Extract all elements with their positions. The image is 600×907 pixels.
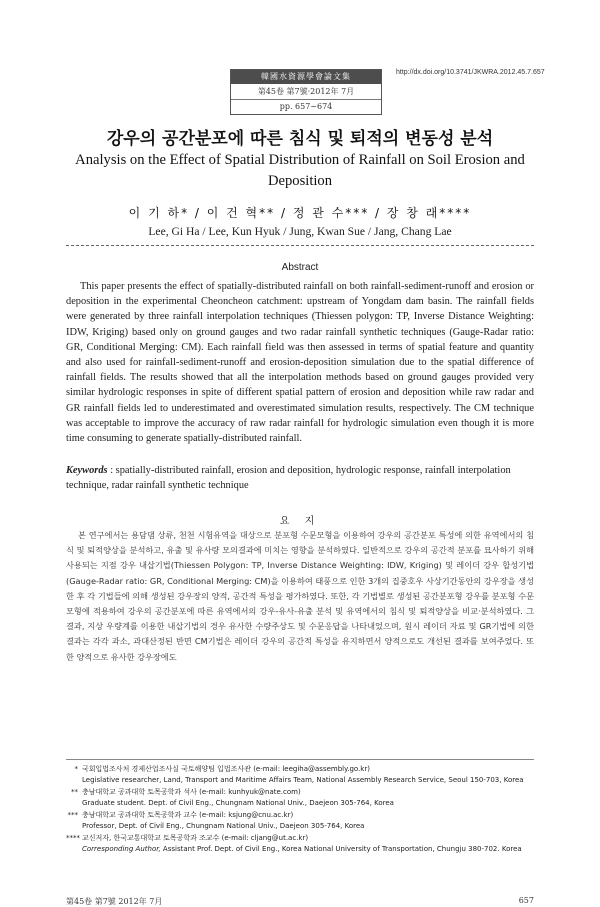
footnote-line-english: Legislative researcher, Land, Transport and Maritime Affairs Team, National Assembly Research Service, Seoul 150-703, Korea: [82, 775, 524, 784]
keywords-label: Keywords: [66, 465, 108, 476]
footnote-line-english: Professor, Dept. of Civil Eng., Chungnam National Univ., Daejeon 305-764, Korea: [82, 821, 365, 830]
abstract-text: This paper presents the effect of spatially-distributed rainfall on both rainfall-sediment-runoff and erosion or deposition in the experimental Cheoncheon catchment: upstream of Yongdam dam basin. The rainfall fields were generated by three rainfall interpolation techniques (Thiessen polygon: TP, Inverse Distance Weighting: IDW, Kriging) based only on ground gauges and two radar rainfall synthetic techniques (Gauge-Radar ratio: GR, Conditional Merging: CM). Each rainfall field was then assessed in terms of spatial feature and quantity and also used for rainfall-sediment-runoff and erosion-deposition simulation due to the spatial difference of rainfall fields. The results showed that all the interpolation methods based on ground gauges provided very similar hydrologic responses in spite of different spatial pattern of erosion and deposition while raw radar and GR rainfall fields led to underestimated and overestimated simulation results, respectively. The CM technique was acceptable to improve the accuracy of raw radar rainfall for hydrologic simulation even though it is more time consuming to generate spatially-distributed rainfall.: [66, 281, 534, 445]
journal-pages: pp. 657~674: [279, 102, 333, 111]
footnote-line-english-rest: Assistant Prof. Dept. of Civil Eng., Korea National University of Transportation, Chungju 380-702. Korea: [162, 844, 522, 853]
header-divider: [66, 245, 534, 246]
paper-title-english: Analysis on the Effect of Spatial Distribution of Rainfall on Soil Erosion and Deposition: [75, 152, 525, 189]
korean-summary-text: 본 연구에서는 용담댐 상류, 천천 시험유역을 대상으로 분포형 수문모형을 이용하여 강우의 공간분포 특성에 의한 유역에서의 침식 및 퇴적양상을 분석하고, 유출 및 유사량 모의결과에 미치는 영향을 분석하였다. 일반적으로 강우의 공간적 분포를 묘사하기 위해 사용되는 지점 강우 내삽기법(Thiessen Polygon: TP, Inverse Distance Weighting: IDW, Kriging) 및 레이더 강우 합성기법(Gauge-Radar ratio: GR, Conditional Merging: CM)을 이용하여 태풍으로 인한 3개의 집중호우 사상기간동안의 강우장을 생성한 후 각 기법들에 의해 생성된 강우장의 양적, 공간적 특성을 평가하였다. 또한, 각 기법별로 생성된 공간분포형 강우를 분포형 수문모형에 적용하여 강우의 공간분포에 따른 유역에서의 강우-유사-유출 분석 및 유역에서의 침식 및 퇴적양상을 비교·분석하였다. 그 결과, 지상 우량계를 이용한 내삽기법의 경우 유사한 수량주상도 및 수문응답을 나타내었으며, 원시 레이더 자료 및 GR기법에 의한 결과는 각각 과소, 과대산정된 반면 CM기법은 레이더 강우의 공간적 특성을 유지하면서 양적으로도 개선된 결과를 보여주었다. 또한 양적으로 유사한 강우장에도: [66, 530, 534, 662]
journal-name: 韓國水資源學會論文集: [231, 70, 381, 84]
footnote-mark: **: [71, 788, 78, 796]
page-number: 657: [518, 896, 534, 905]
footnote-author-1: [66, 764, 534, 785]
footnote-line-korean: 충남대학교 공과대학 토목공학과 석사 (e-mail: kunhyuk@nate.com): [82, 788, 301, 796]
keywords: [66, 463, 534, 493]
journal-volume-issue: 第45卷 第7號·2012年 7月: [231, 84, 381, 100]
footnote-divider: [66, 759, 534, 760]
keywords-text: : spatially-distributed rainfall, erosion and deposition, hydrologic response, rainfall interpolation technique, radar rainfall synthetic technique: [66, 465, 511, 492]
authors-english: Lee, Gi Ha / Lee, Kun Hyuk / Jung, Kwan Sue / Jang, Chang Lae: [148, 225, 452, 238]
footnote-author-3: [66, 810, 534, 831]
footnote-mark: ****: [66, 834, 80, 842]
footnote-author-4: [66, 833, 534, 854]
footnote-line-korean: 충남대학교 공과대학 토목공학과 교수 (e-mail: ksjung@cnu.ac.kr): [82, 811, 294, 819]
journal-info-box: [230, 69, 382, 115]
footnote-mark: ***: [67, 811, 78, 819]
korean-summary-heading: 요 지: [279, 516, 321, 527]
paper-title-korean: 강우의 공간분포에 따른 침식 및 퇴적의 변동성 분석: [106, 129, 494, 149]
corresponding-author-label: Corresponding Author,: [82, 844, 161, 853]
footnote-line-english: [66, 844, 534, 855]
footnote-mark: *: [74, 765, 78, 773]
footnote-line-korean: 국회입법조사처 경제산업조사실 국토해양팀 입법조사관 (e-mail: leegiha@assembly.go.kr): [82, 765, 370, 773]
footnote-author-2: [66, 787, 534, 808]
doi-link[interactable]: http://dx.doi.org/10.3741/JKWRA.2012.45.7.657: [396, 69, 545, 76]
footnote-line-korean: 교신저자, 한국교통대학교 토목공학과 조교수 (e-mail: cljang@ut.ac.kr): [82, 834, 309, 842]
abstract-heading: Abstract: [281, 262, 319, 273]
footer-journal-issue: 第45卷 第7號 2012年 7月: [66, 897, 163, 906]
authors-korean: 이 기 하* / 이 건 혁** / 정 관 수*** / 장 창 래****: [128, 206, 472, 220]
footnote-line-english: Graduate student. Dept. of Civil Eng., Chungnam National Univ., Daejeon 305-764, Korea: [82, 798, 394, 807]
